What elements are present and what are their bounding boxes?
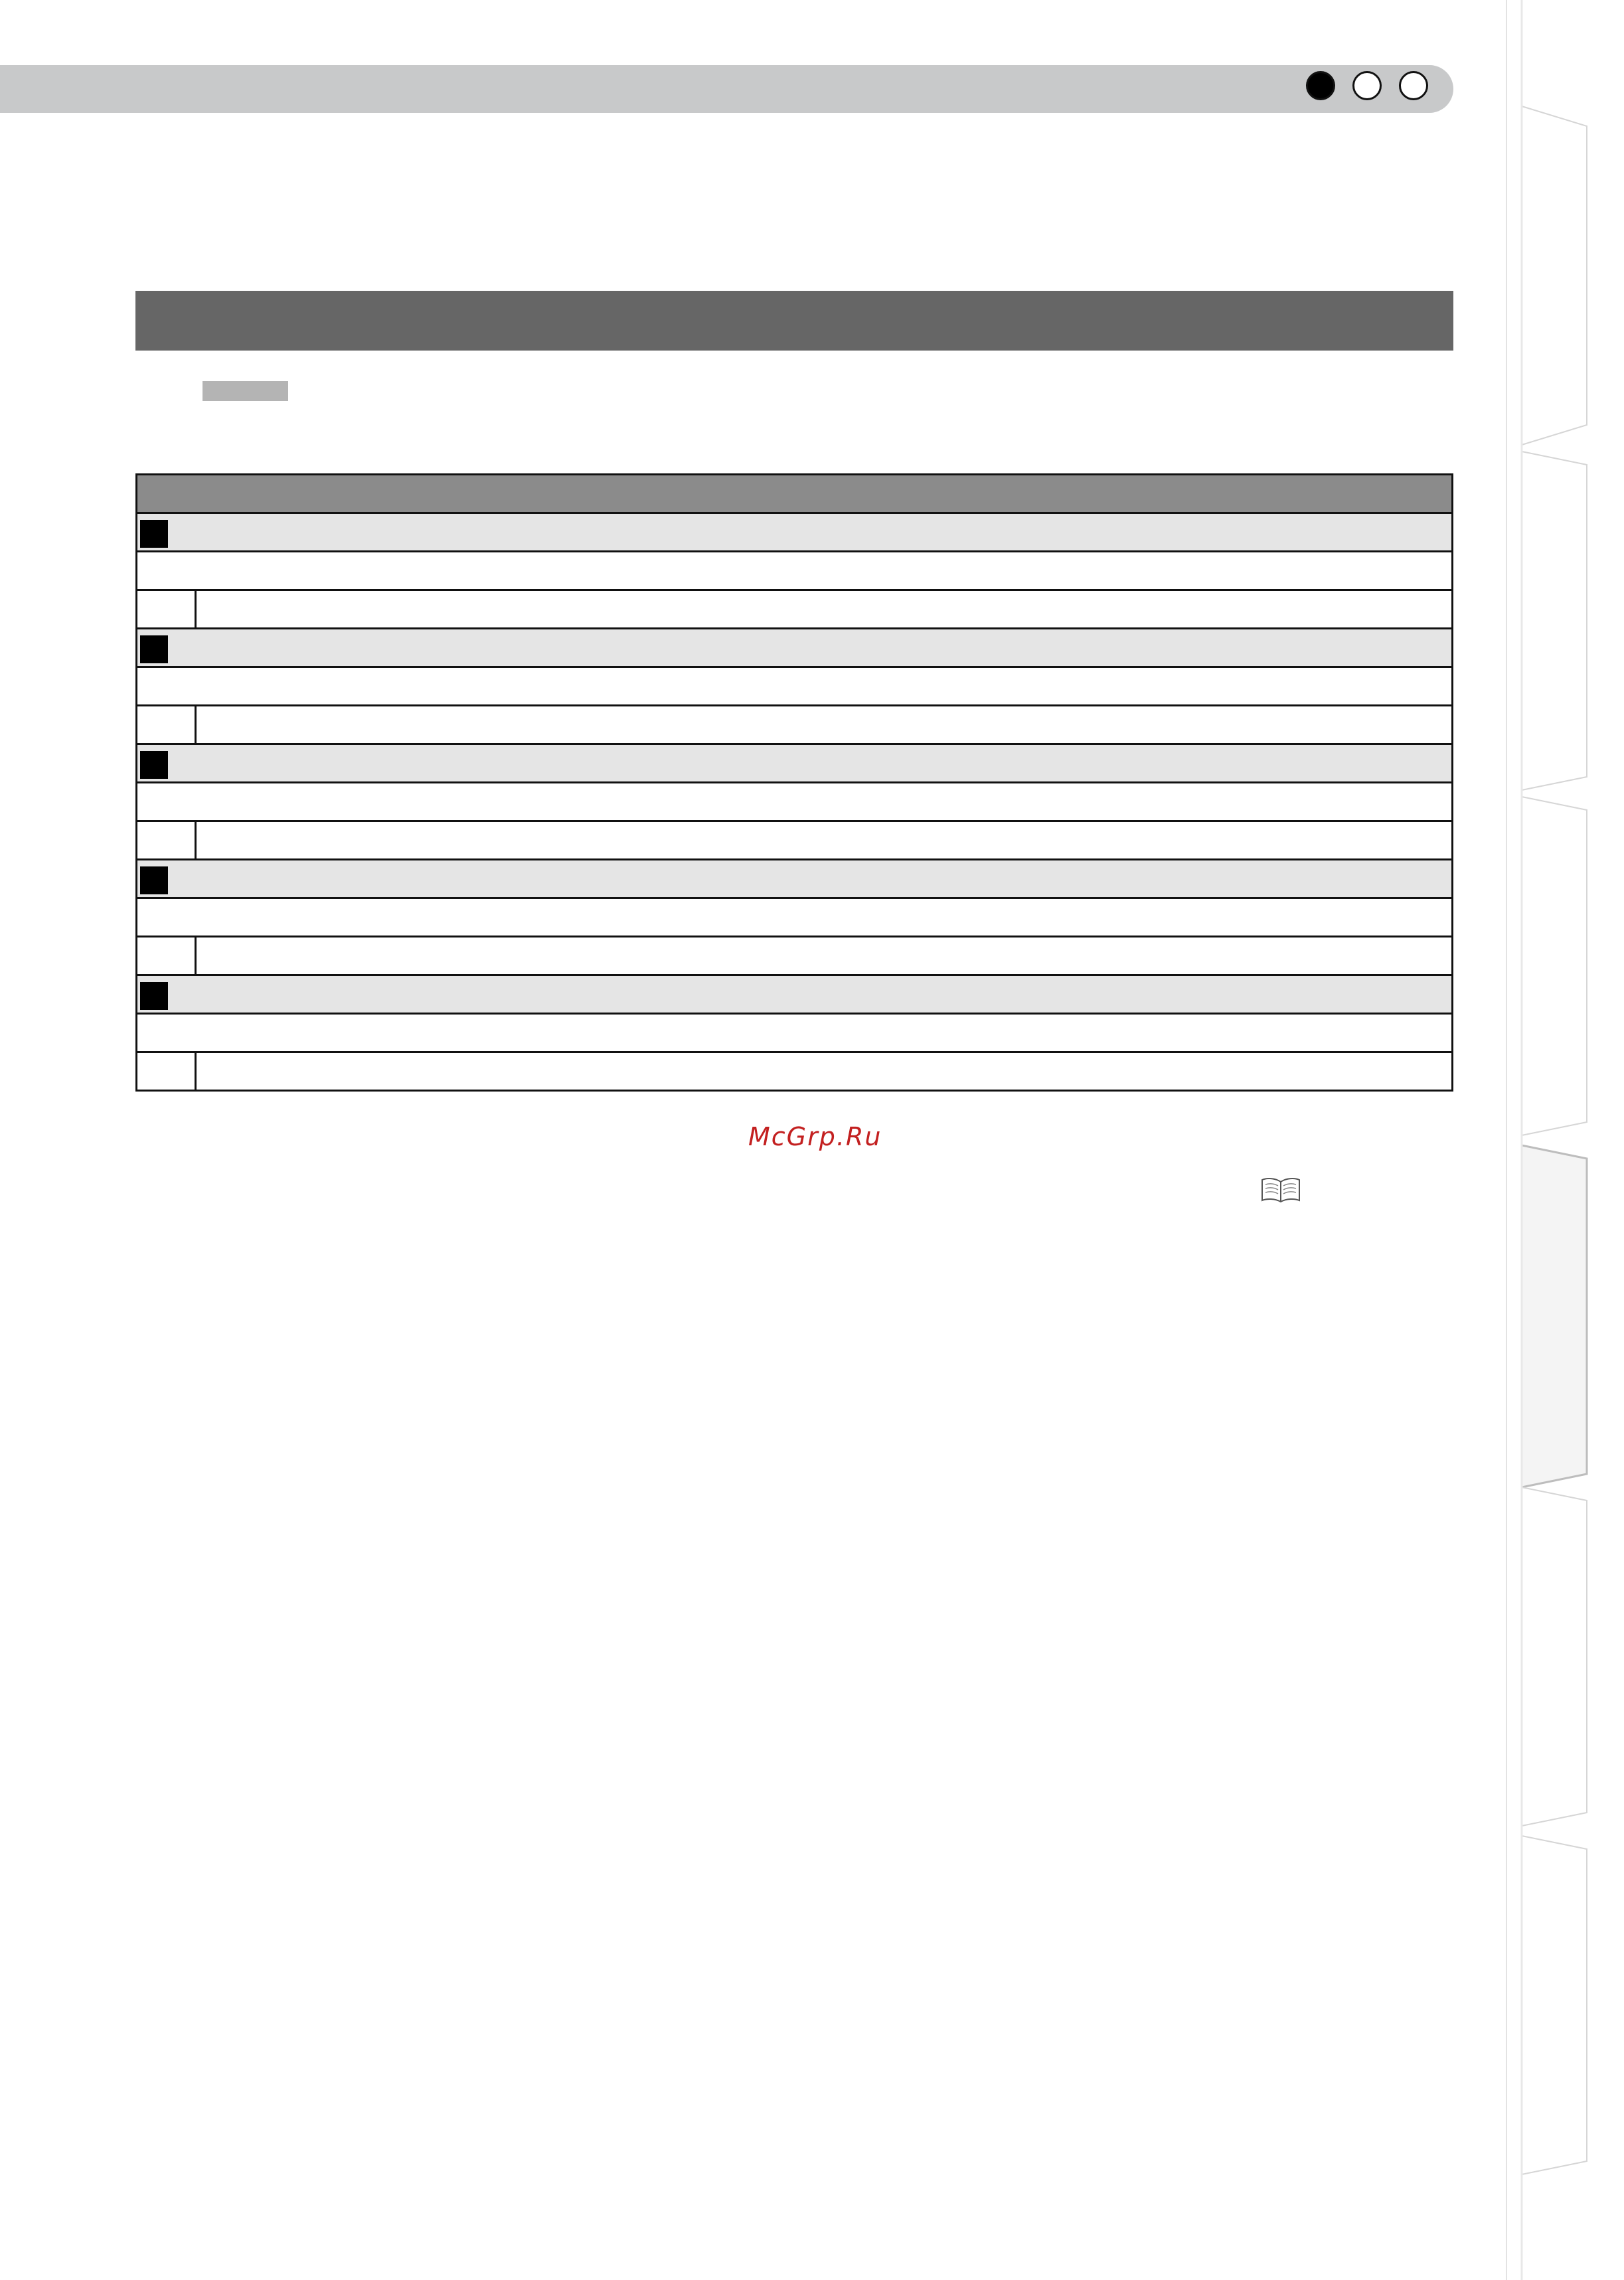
table-row xyxy=(137,552,1453,590)
table-cell xyxy=(137,552,1453,590)
table-row xyxy=(137,783,1453,821)
group-marker xyxy=(140,866,168,894)
table-cell-index xyxy=(137,706,196,744)
table-cell xyxy=(137,783,1453,821)
label-tag xyxy=(203,381,288,401)
index-tab-strip xyxy=(1506,0,1624,2280)
group-marker xyxy=(140,520,168,548)
table-cell xyxy=(196,1052,1453,1091)
table-cell-index xyxy=(137,821,196,860)
top-header-bar xyxy=(0,65,1453,113)
table-row xyxy=(137,706,1453,744)
table-cell xyxy=(196,937,1453,975)
table-row xyxy=(137,898,1453,937)
group-marker xyxy=(140,635,168,663)
watermark-text: McGrp.Ru xyxy=(748,1122,882,1151)
indicator-dot xyxy=(1399,71,1428,100)
table-row xyxy=(137,667,1453,706)
spec-table xyxy=(135,473,1453,1092)
open-book-icon xyxy=(1260,1177,1301,1203)
group-row xyxy=(137,629,1453,667)
table-cell xyxy=(196,706,1453,744)
indicator-dot xyxy=(1352,71,1382,100)
table-cell-index xyxy=(137,590,196,629)
table-header-cell xyxy=(137,475,1453,513)
group-row xyxy=(137,860,1453,898)
group-marker xyxy=(140,982,168,1010)
group-row xyxy=(137,975,1453,1014)
table-cell-index xyxy=(137,1052,196,1091)
indicator-dot-active xyxy=(1306,71,1335,100)
group-cell xyxy=(137,975,1453,1014)
table-cell xyxy=(137,1014,1453,1052)
table-cell-index xyxy=(137,937,196,975)
group-cell xyxy=(137,629,1453,667)
table-cell xyxy=(196,590,1453,629)
table-row xyxy=(137,821,1453,860)
group-row xyxy=(137,513,1453,552)
table-row xyxy=(137,590,1453,629)
table-row xyxy=(137,937,1453,975)
table-row xyxy=(137,1052,1453,1091)
table-cell xyxy=(137,898,1453,937)
table-cell xyxy=(196,821,1453,860)
group-cell xyxy=(137,860,1453,898)
table-cell xyxy=(137,667,1453,706)
table-header-row xyxy=(137,475,1453,513)
table-row xyxy=(137,1014,1453,1052)
group-cell xyxy=(137,744,1453,783)
section-header-bar xyxy=(135,291,1453,351)
group-row xyxy=(137,744,1453,783)
group-marker xyxy=(140,751,168,779)
group-cell xyxy=(137,513,1453,552)
